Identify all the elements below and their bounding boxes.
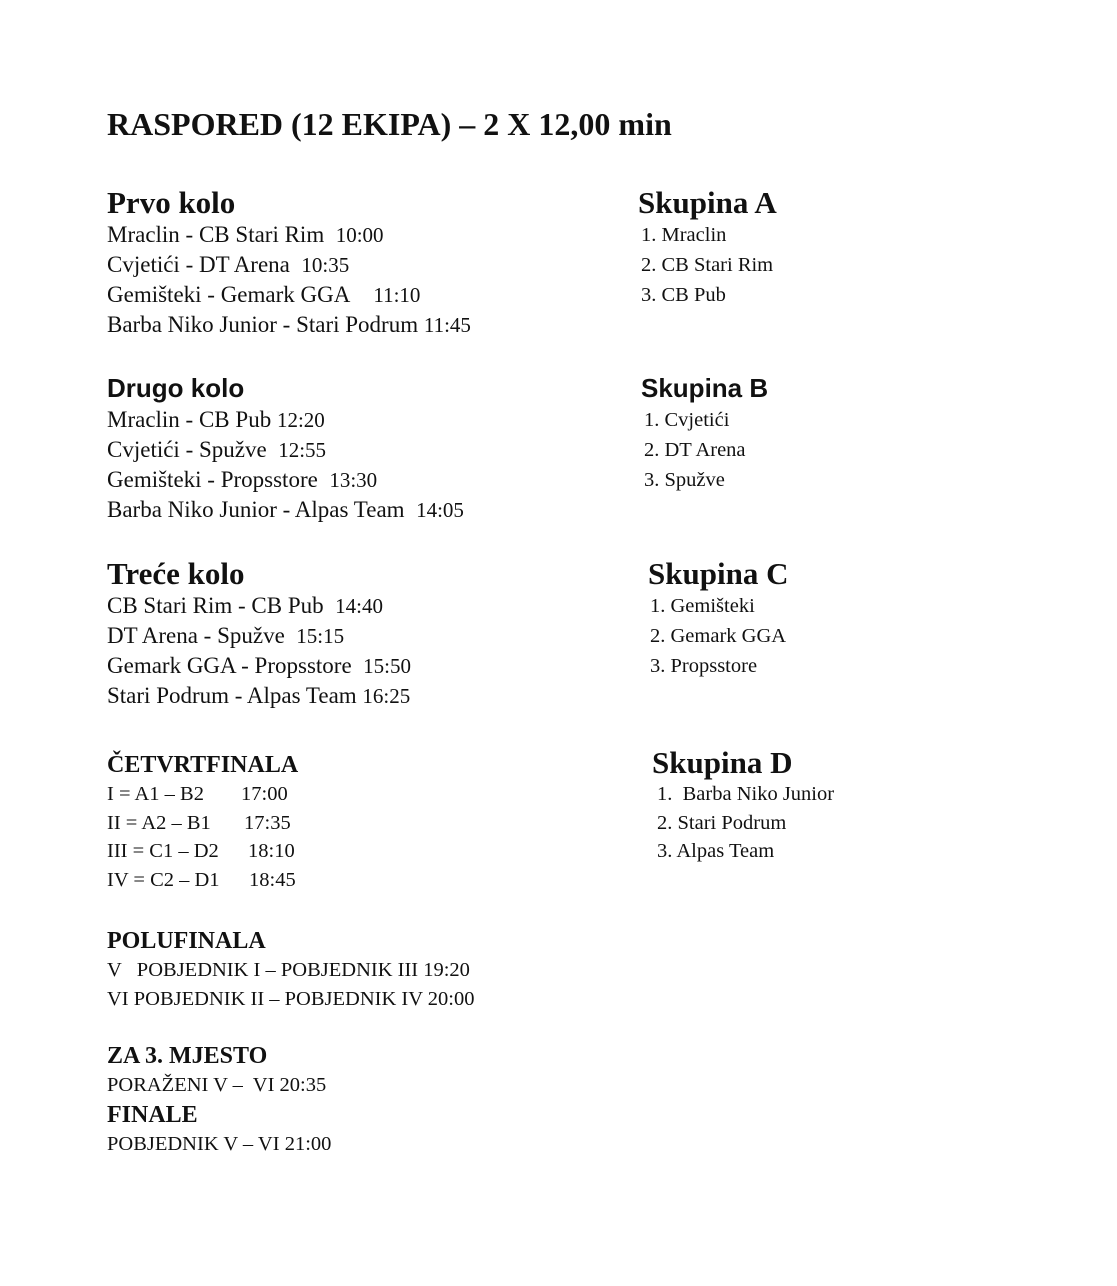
match-teams: Mraclin - CB Stari Rim (107, 222, 325, 247)
match-row: PORAŽENI V – VI 20:35 (107, 1074, 327, 1096)
match-row (107, 809, 298, 838)
match-teams: Mraclin - CB Pub (107, 407, 272, 432)
match-time: 12:55 (278, 438, 327, 462)
group-team: 1. Cvjetići (644, 409, 730, 431)
group-heading: Skupina D (652, 745, 793, 780)
match-teams: Barba Niko Junior - Stari Podrum (107, 312, 419, 337)
match-row (107, 465, 464, 495)
match-row (107, 780, 298, 809)
quarterfinals (107, 750, 298, 894)
round-drugo-kolo (107, 371, 464, 525)
match-teams: Cvjetići - DT Arena (107, 252, 290, 277)
match-row: V POBJEDNIK I – POBJEDNIK III 19:20 (107, 959, 470, 981)
match-row (107, 220, 471, 250)
group-heading: Skupina B (641, 373, 769, 403)
match-teams: Cvjetići - Spužve (107, 437, 267, 462)
round-heading: Prvo kolo (107, 185, 236, 220)
match-pair: III = C1 – D2 (107, 840, 219, 862)
match-teams: DT Arena - Spužve (107, 623, 285, 648)
match-teams: Stari Podrum - Alpas Team (107, 683, 357, 708)
match-row (107, 405, 464, 435)
group-team: 1. Barba Niko Junior (657, 783, 835, 805)
match-row (107, 280, 471, 310)
match-pair: I = A1 – B2 (107, 783, 204, 805)
section-heading: POLUFINALA (107, 928, 266, 954)
match-time: 14:05 (416, 498, 464, 522)
match-row (107, 681, 411, 711)
match-time: 10:00 (335, 223, 384, 247)
match-row (107, 651, 411, 681)
group-team: 3. Propsstore (650, 655, 758, 677)
match-time: 17:35 (244, 811, 291, 834)
section-heading: ZA 3. MJESTO (107, 1043, 268, 1069)
match-time: 15:50 (363, 654, 411, 678)
match-row (107, 495, 464, 525)
group-team: 3. CB Pub (641, 284, 726, 306)
group-team: 2. CB Stari Rim (641, 254, 774, 276)
match-teams: Gemišteki - Propsstore (107, 467, 318, 492)
match-time: 13:30 (329, 468, 378, 492)
match-time: 17:00 (241, 783, 288, 805)
section-heading: FINALE (107, 1101, 198, 1128)
match-row: POBJEDNIK V – VI 21:00 (107, 1132, 332, 1155)
match-pair: II = A2 – B1 (107, 811, 211, 834)
section-heading: ČETVRTFINALA (107, 752, 299, 778)
round-heading: Drugo kolo (107, 373, 245, 403)
round-heading: Treće kolo (107, 556, 245, 591)
group-c (648, 557, 788, 681)
match-time: 15:15 (296, 624, 345, 648)
group-heading: Skupina C (648, 556, 789, 591)
round-prvo-kolo (107, 186, 471, 340)
match-time: 18:45 (249, 868, 296, 891)
group-team: 3. Spužve (644, 469, 725, 491)
match-time: 11:10 (373, 283, 421, 307)
match-row: VI POBJEDNIK II – POBJEDNIK IV 20:00 (107, 987, 475, 1010)
page-title: RASPORED (12 EKIPA) – 2 X 12,00 min (107, 106, 672, 142)
match-time: 14:40 (335, 594, 383, 618)
group-team: 1. Mraclin (641, 224, 727, 246)
match-time: 16:25 (362, 684, 411, 708)
match-time: 10:35 (301, 253, 350, 277)
match-row (107, 591, 411, 621)
group-d (652, 746, 834, 866)
match-pair: IV = C2 – D1 (107, 868, 220, 891)
third-place (107, 1041, 331, 1158)
match-teams: Gemišteki - Gemark GGA (107, 282, 351, 307)
match-teams: Barba Niko Junior - Alpas Team (107, 497, 405, 522)
match-time: 12:20 (276, 408, 325, 432)
group-heading: Skupina A (638, 185, 777, 220)
semifinals (107, 926, 474, 1013)
group-team: 2. DT Arena (644, 439, 746, 461)
match-teams: Gemark GGA - Propsstore (107, 653, 352, 678)
group-team: 2. Gemark GGA (650, 625, 787, 647)
match-time: 11:45 (423, 313, 471, 337)
group-team: 2. Stari Podrum (657, 811, 787, 834)
match-row (107, 250, 471, 280)
match-time: 18:10 (248, 840, 295, 862)
group-b (641, 371, 768, 495)
group-team: 1. Gemišteki (650, 595, 755, 617)
round-trece-kolo (107, 557, 411, 711)
match-row (107, 310, 471, 340)
match-row (107, 837, 298, 866)
group-team: 3. Alpas Team (657, 840, 775, 862)
match-row (107, 866, 298, 895)
match-row (107, 621, 411, 651)
group-a (638, 186, 777, 310)
match-row (107, 435, 464, 465)
match-teams: CB Stari Rim - CB Pub (107, 593, 324, 618)
